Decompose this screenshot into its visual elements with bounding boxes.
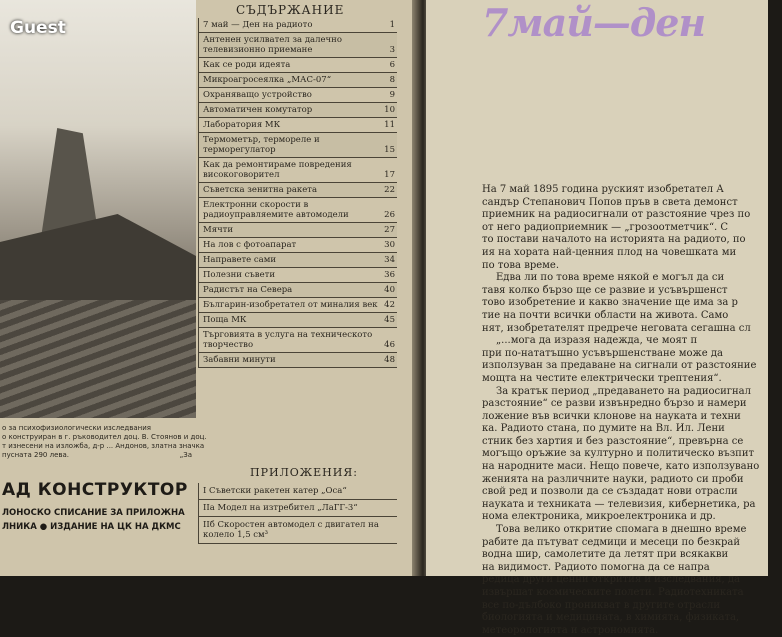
appendix-item: IIа Модел на изтребител „ЛаГГ-3“ bbox=[199, 500, 397, 517]
article-line: то постави началото на историята на радиото, по bbox=[482, 234, 746, 246]
cover-photo bbox=[0, 0, 196, 418]
watermark-guest: Guest bbox=[10, 18, 66, 38]
toc-title: СЪДЪРЖАНИЕ bbox=[236, 3, 345, 17]
toc-item-label: Антенен усилвател за далечно телевизионно приемане bbox=[203, 35, 342, 55]
article-line: биологията и медицината, в химията, физиката, bbox=[482, 612, 740, 624]
article-line: нома електроника, микроелектроника и др. bbox=[482, 511, 716, 523]
article-body bbox=[482, 184, 782, 637]
toc-item-page: 27 bbox=[384, 225, 395, 235]
toc-item-label: Охраняващо устройство bbox=[203, 90, 312, 100]
toc-item-page: 1 bbox=[389, 20, 395, 30]
toc-item bbox=[199, 268, 397, 283]
toc-item-page: 22 bbox=[384, 185, 395, 195]
toc-item-label: Полезни съвети bbox=[203, 270, 275, 280]
toc-item-label: Мячти bbox=[203, 225, 234, 235]
toc-item-label: Забавни минути bbox=[203, 355, 276, 365]
toc-item-label: Направете сами bbox=[203, 255, 277, 265]
caption-tail: „За bbox=[179, 451, 192, 459]
toc-item-page: 26 bbox=[384, 210, 395, 220]
toc-item-page: 40 bbox=[384, 285, 395, 295]
article-line: сандър Степанович Попов пръв в света демонст bbox=[482, 196, 738, 208]
article-line: науката и техниката — телевизия, кибернетика, ра bbox=[482, 498, 756, 510]
toc-item bbox=[199, 18, 397, 33]
article-line: при по-нататъшно усъвършенстване може да bbox=[482, 347, 723, 359]
article-line: За кратък период „предаването на радиосигнал bbox=[496, 385, 751, 397]
toc-item-page: 46 bbox=[384, 340, 395, 350]
article-line: използуван за предаване на сигнали от разстояние bbox=[482, 360, 757, 372]
article-line: ия на хората най-ценния плод на човешката ми bbox=[482, 246, 737, 258]
toc-item-page: 3 bbox=[389, 45, 395, 55]
toc-item bbox=[199, 58, 397, 73]
toc-item-label: Търговията в услуга на техническото творчество bbox=[203, 330, 373, 350]
toc-item-page: 42 bbox=[384, 300, 395, 310]
toc-item bbox=[199, 328, 397, 353]
toc-item bbox=[199, 253, 397, 268]
toc-item-label: Автоматичен комутатор bbox=[203, 105, 313, 115]
article-headline: 7май—ден bbox=[482, 0, 706, 45]
table-of-contents bbox=[198, 18, 397, 368]
magazine-subtitle-line: ЛОНОСКО СПИСАНИЕ ЗА ПРИЛОЖНА bbox=[2, 508, 185, 518]
toc-item bbox=[199, 353, 397, 368]
toc-item-label: Лаборатория МК bbox=[203, 120, 281, 130]
toc-item-label: Българин-изобретател от миналия век bbox=[203, 300, 378, 310]
article-line: свой ред и позволи да се създадат нови отрасли bbox=[482, 486, 738, 498]
toc-item-label: Микроагросеялка „МАС-07“ bbox=[203, 75, 332, 85]
article-line: на видимост. Радиото помогна да се напра bbox=[482, 561, 710, 573]
article-line: тово изобретение и какво значение ще има за р bbox=[482, 297, 738, 309]
toc-item-page: 11 bbox=[384, 120, 395, 130]
toc-item-page: 10 bbox=[384, 105, 395, 115]
toc-item bbox=[199, 73, 397, 88]
toc-item-label: На лов с фотоапарат bbox=[203, 240, 297, 250]
toc-item bbox=[199, 103, 397, 118]
right-page bbox=[426, 0, 768, 636]
article-line: стник без хартия и без разстояние“, превърна се bbox=[482, 435, 744, 447]
article-line: все по-дълбоко проникват в другите отрасли bbox=[482, 599, 721, 611]
toc-item bbox=[199, 183, 397, 198]
toc-item-page: 30 bbox=[384, 240, 395, 250]
toc-item-page: 6 bbox=[389, 60, 395, 70]
article-line: на народните маси. Нещо повече, като използувано bbox=[482, 461, 760, 473]
toc-item-page: 36 bbox=[384, 270, 395, 280]
photo-caption bbox=[2, 424, 207, 460]
toc-item bbox=[199, 313, 397, 328]
article-line: Това велико откритие спомага в днешно време bbox=[496, 524, 747, 536]
article-line: нят, изобретателят предрече неговата сегашна сл bbox=[482, 322, 751, 334]
left-page bbox=[0, 0, 418, 576]
toc-item bbox=[199, 223, 397, 238]
article-line: по това време. bbox=[482, 259, 560, 271]
toc-item-page: 45 bbox=[384, 315, 395, 325]
toc-item bbox=[199, 283, 397, 298]
toc-item-label: Как да ремонтираме повредения високоговорител bbox=[203, 160, 352, 180]
article-line: ка. Радиото стана, по думите на Вл. Ил. Лени bbox=[482, 423, 725, 435]
article-line: метеорологията и астрономията. bbox=[482, 624, 659, 636]
article-line: редица други ценни открития и изследвания, да bbox=[482, 574, 741, 586]
article-line: женията на различните науки, радиото си проби bbox=[482, 473, 744, 485]
toc-item bbox=[199, 133, 397, 158]
toc-item bbox=[199, 88, 397, 103]
appendix-item: IIб Скоростен автомодел с двигател на колело 1,5 см³ bbox=[199, 517, 397, 544]
caption-line: о за психофизиологически изследвания bbox=[2, 424, 152, 432]
toc-item bbox=[199, 238, 397, 253]
magazine-title: АД КОНСТРУКТОР bbox=[2, 480, 188, 500]
article-line: водна шир, самолетите да летят при всякакви bbox=[482, 549, 729, 561]
toc-item-label: Електронни скорости в радиоуправляемите автомодели bbox=[203, 200, 349, 220]
toc-item-page: 15 bbox=[384, 145, 395, 155]
toc-item-label: 7 май — Ден на радиото bbox=[203, 20, 313, 30]
toc-item-label: Съветска зенитна ракета bbox=[203, 185, 318, 195]
article-line: приемник на радиосигнали от разстояние чрез по bbox=[482, 209, 751, 221]
toc-item-label: Термометър, терморeле и терморегулатор bbox=[203, 135, 320, 155]
appendix-list bbox=[198, 483, 397, 544]
article-line: мощта на честите електрически трептения“. bbox=[482, 372, 722, 384]
toc-item bbox=[199, 298, 397, 313]
appendix-item: I Съветски ракетен катер „Оса“ bbox=[199, 483, 397, 500]
article-line: от него радиоприемник — „грозоотметчик“. С bbox=[482, 221, 729, 233]
toc-item bbox=[199, 118, 397, 133]
appendix-title: ПРИЛОЖЕНИЯ: bbox=[250, 466, 358, 479]
toc-item-label: Радистът на Севера bbox=[203, 285, 293, 295]
article-line: На 7 май 1895 година руският изобретател А bbox=[482, 184, 724, 195]
toc-item-label: Как се роди идеята bbox=[203, 60, 291, 70]
toc-item bbox=[199, 198, 397, 223]
article-line: разстояние“ се разви извънредно бързо и намери bbox=[482, 398, 747, 410]
toc-item bbox=[199, 33, 397, 58]
toc-item-page: 34 bbox=[384, 255, 395, 265]
article-line: „...мога да изразя надежда, че моят п bbox=[496, 335, 698, 347]
caption-line: пусната 290 лева. bbox=[2, 451, 70, 459]
article-line: тавя колко бързо ще се развие и усъвършенст bbox=[482, 284, 728, 296]
toc-item-page: 48 bbox=[384, 355, 395, 365]
toc-item-page: 8 bbox=[389, 75, 395, 85]
article-line: тие на почти всички области на живота. Само bbox=[482, 309, 729, 321]
toc-item-page: 17 bbox=[384, 170, 395, 180]
caption-line: т изнесени на изложба, д-р ... Андонов, златна значка bbox=[2, 442, 205, 450]
photo-ground-shape bbox=[0, 300, 196, 418]
article-line: извършат космическите полети. Радиотехниката bbox=[482, 587, 744, 598]
toc-item-label: Поща МК bbox=[203, 315, 247, 325]
article-line: Едва ли по това време някой е могъл да си bbox=[496, 272, 725, 284]
article-line: ложение във всички клонове на науката и техни bbox=[482, 410, 741, 422]
magazine-subtitle-line: ЛНИКА ● ИЗДАНИЕ НА ЦК НА ДКМС bbox=[2, 522, 181, 532]
toc-item-page: 9 bbox=[389, 90, 395, 100]
toc-item bbox=[199, 158, 397, 183]
caption-line: о конструиран в г. ръководител доц. В. Стоянов и доц. bbox=[2, 433, 207, 441]
article-line: рабите да пътуват седмици и месеци по безкрай bbox=[482, 536, 740, 548]
article-line: могъщо оръжие за културно и политическо възпит bbox=[482, 448, 755, 460]
